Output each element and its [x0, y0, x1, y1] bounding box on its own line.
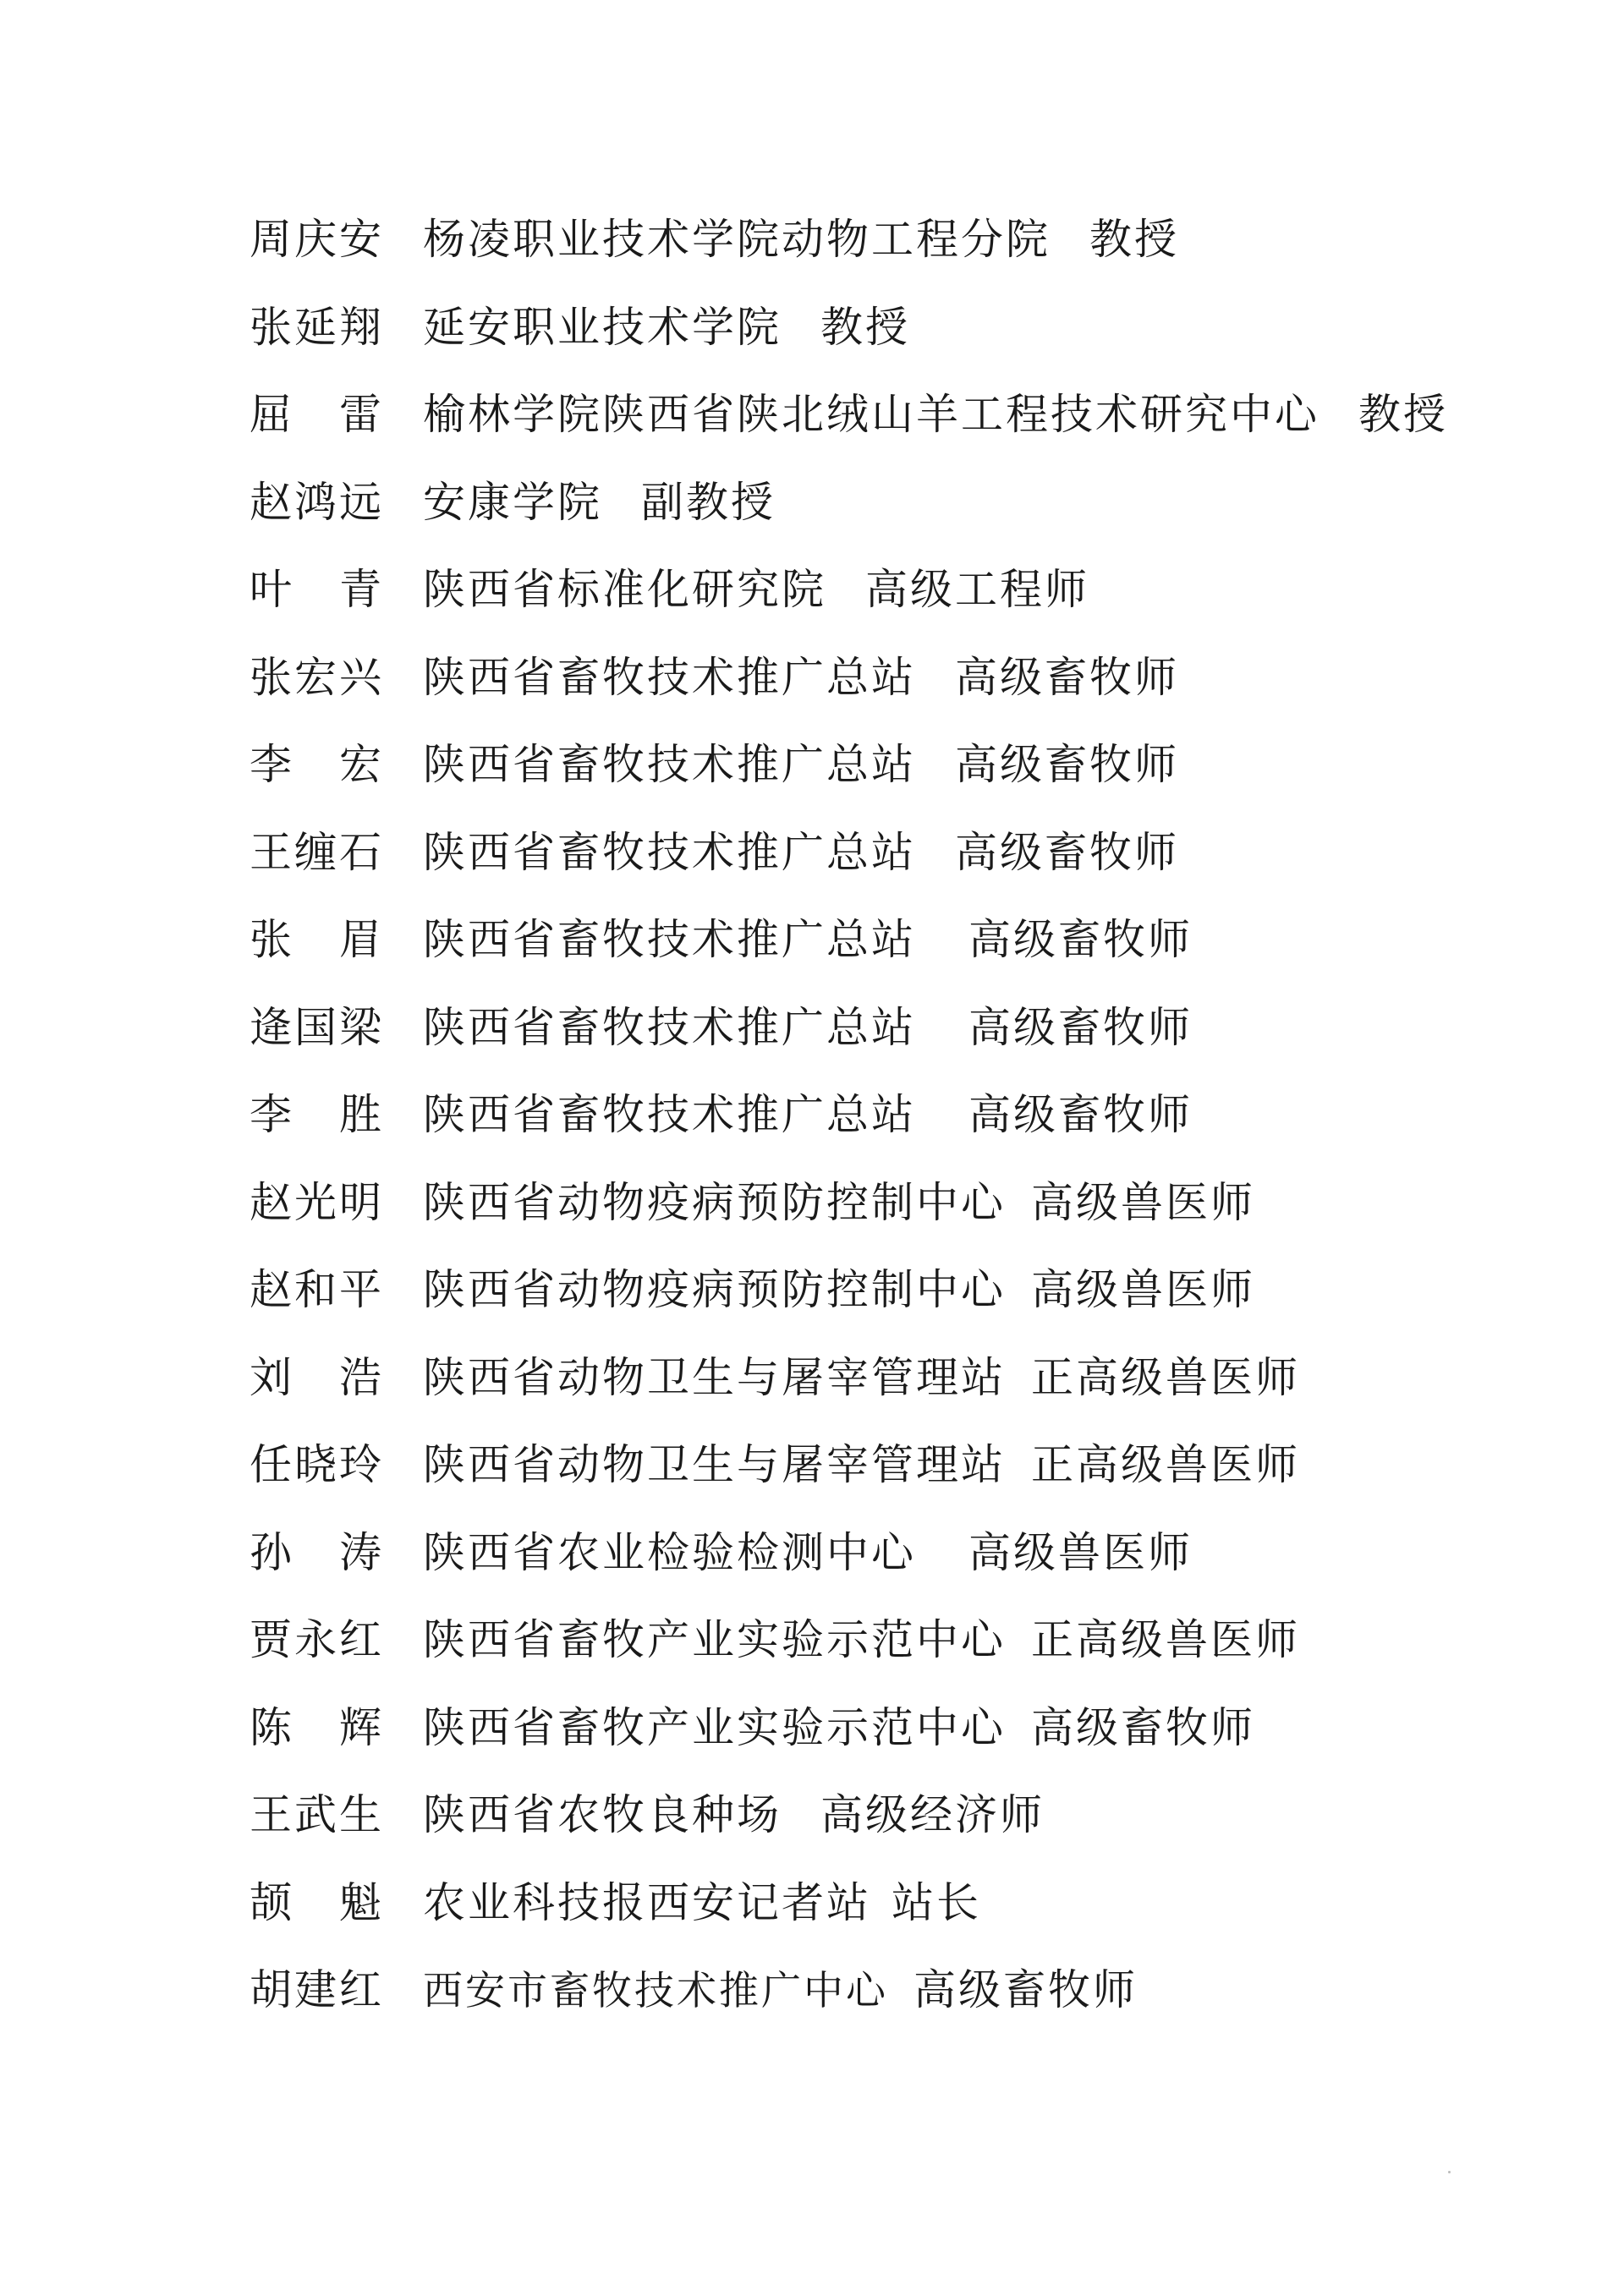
entry-org: 陕西省畜牧技术推广总站: [423, 1002, 916, 1052]
entry-org: 陕西省农业检验检测中心: [423, 1527, 916, 1577]
entry-affiliation: [423, 1960, 1138, 2021]
entry-title: 副教授: [641, 477, 776, 527]
entry-affiliation: [423, 1698, 1255, 1757]
entry-affiliation: [423, 1873, 981, 1932]
entry-org: 陕西省标准化研究院: [423, 565, 826, 614]
entry-title: 正高级兽医师: [1031, 1440, 1300, 1489]
entry-name: 刘 浩: [250, 1352, 384, 1402]
entry-affiliation: [423, 1435, 1300, 1494]
entry-affiliation: [423, 910, 1193, 969]
entry-name: 胡建红: [250, 1965, 384, 2014]
entry-title: 高级畜牧师: [1031, 1702, 1255, 1752]
roster-entry: [250, 998, 1518, 1086]
entry-org: 陕西省畜牧技术推广总站: [423, 740, 916, 789]
entry-org: 杨凌职业技术学院动物工程分院: [423, 215, 1051, 264]
entry-name: 孙 涛: [250, 1527, 384, 1577]
roster-entry: [250, 1260, 1518, 1348]
entry-org: 榆林学院陕西省陕北绒山羊工程技术研究中心: [423, 390, 1320, 439]
entry-org: 延安职业技术学院: [423, 302, 782, 352]
entry-org: 陕西省畜牧技术推广总站: [423, 652, 916, 702]
entry-name: 王缠石: [250, 827, 384, 877]
entry-name: 周庆安: [250, 215, 384, 264]
entry-title: 高级兽医师: [1031, 1177, 1255, 1227]
entry-affiliation: [423, 648, 1179, 707]
entry-affiliation: [423, 1085, 1193, 1144]
entry-org: 农业科技报西安记者站: [423, 1877, 871, 1927]
roster-entry: [250, 1698, 1518, 1786]
entry-title: 高级畜牧师: [955, 652, 1179, 702]
roster-entry: [250, 1785, 1518, 1873]
entry-title: 高级畜牧师: [968, 1090, 1193, 1139]
roster-entry: [250, 1523, 1518, 1611]
roster-entry: [250, 385, 1518, 473]
entry-affiliation: [423, 210, 1179, 269]
entry-affiliation: [423, 560, 1089, 619]
scan-speck: [1448, 2171, 1451, 2173]
roster-entry: [250, 298, 1518, 386]
entry-affiliation: [423, 823, 1179, 882]
entry-name: 李 胜: [250, 1090, 384, 1139]
entry-name: 李 宏: [250, 740, 384, 789]
entry-org: 陕西省畜牧产业实验示范中心: [423, 1615, 1006, 1664]
entry-name: 赵光明: [250, 1177, 384, 1227]
entry-title: 高级畜牧师: [955, 740, 1179, 789]
entry-affiliation: [423, 1785, 1045, 1844]
entry-name: 贾永红: [250, 1615, 384, 1664]
entry-org: 陕西省农牧良种场: [423, 1790, 782, 1839]
entry-affiliation: [423, 998, 1193, 1057]
entry-name: 陈 辉: [250, 1702, 384, 1752]
entry-affiliation: [423, 1523, 1193, 1582]
entry-title: 教授: [1089, 215, 1179, 264]
entry-affiliation: [423, 1348, 1300, 1407]
entry-name: 叶 青: [250, 565, 384, 614]
roster-entry: [250, 1960, 1518, 2048]
entry-org: 陕西省畜牧技术推广总站: [423, 1090, 916, 1139]
entry-name: 颉 魁: [250, 1877, 384, 1927]
entry-title: 教授: [820, 302, 910, 352]
entry-title: 正高级兽医师: [1031, 1615, 1300, 1664]
entry-name: 张宏兴: [250, 652, 384, 702]
roster-entry: [250, 910, 1518, 998]
entry-org: 陕西省畜牧产业实验示范中心: [423, 1702, 1006, 1752]
roster-entry: [250, 1348, 1518, 1436]
entry-name: 赵和平: [250, 1265, 384, 1314]
entry-name: 赵鸿远: [250, 477, 384, 527]
entry-title: 高级畜牧师: [955, 827, 1179, 877]
entry-title: 高级兽医师: [1031, 1265, 1255, 1314]
roster-entry: [250, 1873, 1518, 1961]
entry-title: 高级畜牧师: [914, 1965, 1138, 2014]
roster-entry: [250, 560, 1518, 648]
roster-entry: [250, 823, 1518, 911]
entry-name: 张延翔: [250, 302, 384, 352]
entry-affiliation: [423, 1260, 1255, 1319]
entry-title: 正高级兽医师: [1031, 1352, 1300, 1402]
expert-roster: [250, 210, 1518, 2048]
roster-entry: [250, 473, 1518, 561]
entry-affiliation: [423, 473, 776, 532]
entry-name: 任晓玲: [250, 1440, 384, 1489]
entry-title: 高级工程师: [865, 565, 1089, 614]
roster-entry: [250, 1435, 1518, 1523]
entry-name: 屈 雷: [250, 390, 384, 439]
entry-org: 陕西省动物疫病预防控制中心: [423, 1177, 1006, 1227]
entry-affiliation: [423, 1610, 1300, 1669]
entry-title: 高级经济师: [820, 1790, 1045, 1839]
entry-title: 站长: [892, 1877, 981, 1927]
entry-affiliation: [423, 1173, 1255, 1232]
entry-org: 陕西省畜牧技术推广总站: [423, 827, 916, 877]
entry-affiliation: [423, 385, 1448, 444]
entry-org: 陕西省畜牧技术推广总站: [423, 915, 916, 964]
entry-name: 张 眉: [250, 915, 384, 964]
roster-entry: [250, 210, 1518, 298]
entry-affiliation: [423, 735, 1179, 794]
roster-entry: [250, 735, 1518, 823]
entry-org: 安康学院: [423, 477, 602, 527]
entry-title: 高级兽医师: [968, 1527, 1193, 1577]
entry-title: 高级畜牧师: [968, 1002, 1193, 1052]
roster-entry: [250, 1085, 1518, 1173]
roster-entry: [250, 1173, 1518, 1261]
roster-entry: [250, 648, 1518, 736]
entry-org: 陕西省动物疫病预防控制中心: [423, 1265, 1006, 1314]
roster-entry: [250, 1610, 1518, 1698]
entry-org: 西安市畜牧技术推广中心: [423, 1968, 888, 2014]
entry-name: 逄国梁: [250, 1002, 384, 1052]
entry-org: 陕西省动物卫生与屠宰管理站: [423, 1440, 1006, 1489]
entry-title: 高级畜牧师: [968, 915, 1193, 964]
entry-affiliation: [423, 298, 910, 357]
entry-title: 教授: [1358, 390, 1448, 439]
entry-org: 陕西省动物卫生与屠宰管理站: [423, 1352, 1006, 1402]
entry-name: 王武生: [250, 1790, 384, 1839]
